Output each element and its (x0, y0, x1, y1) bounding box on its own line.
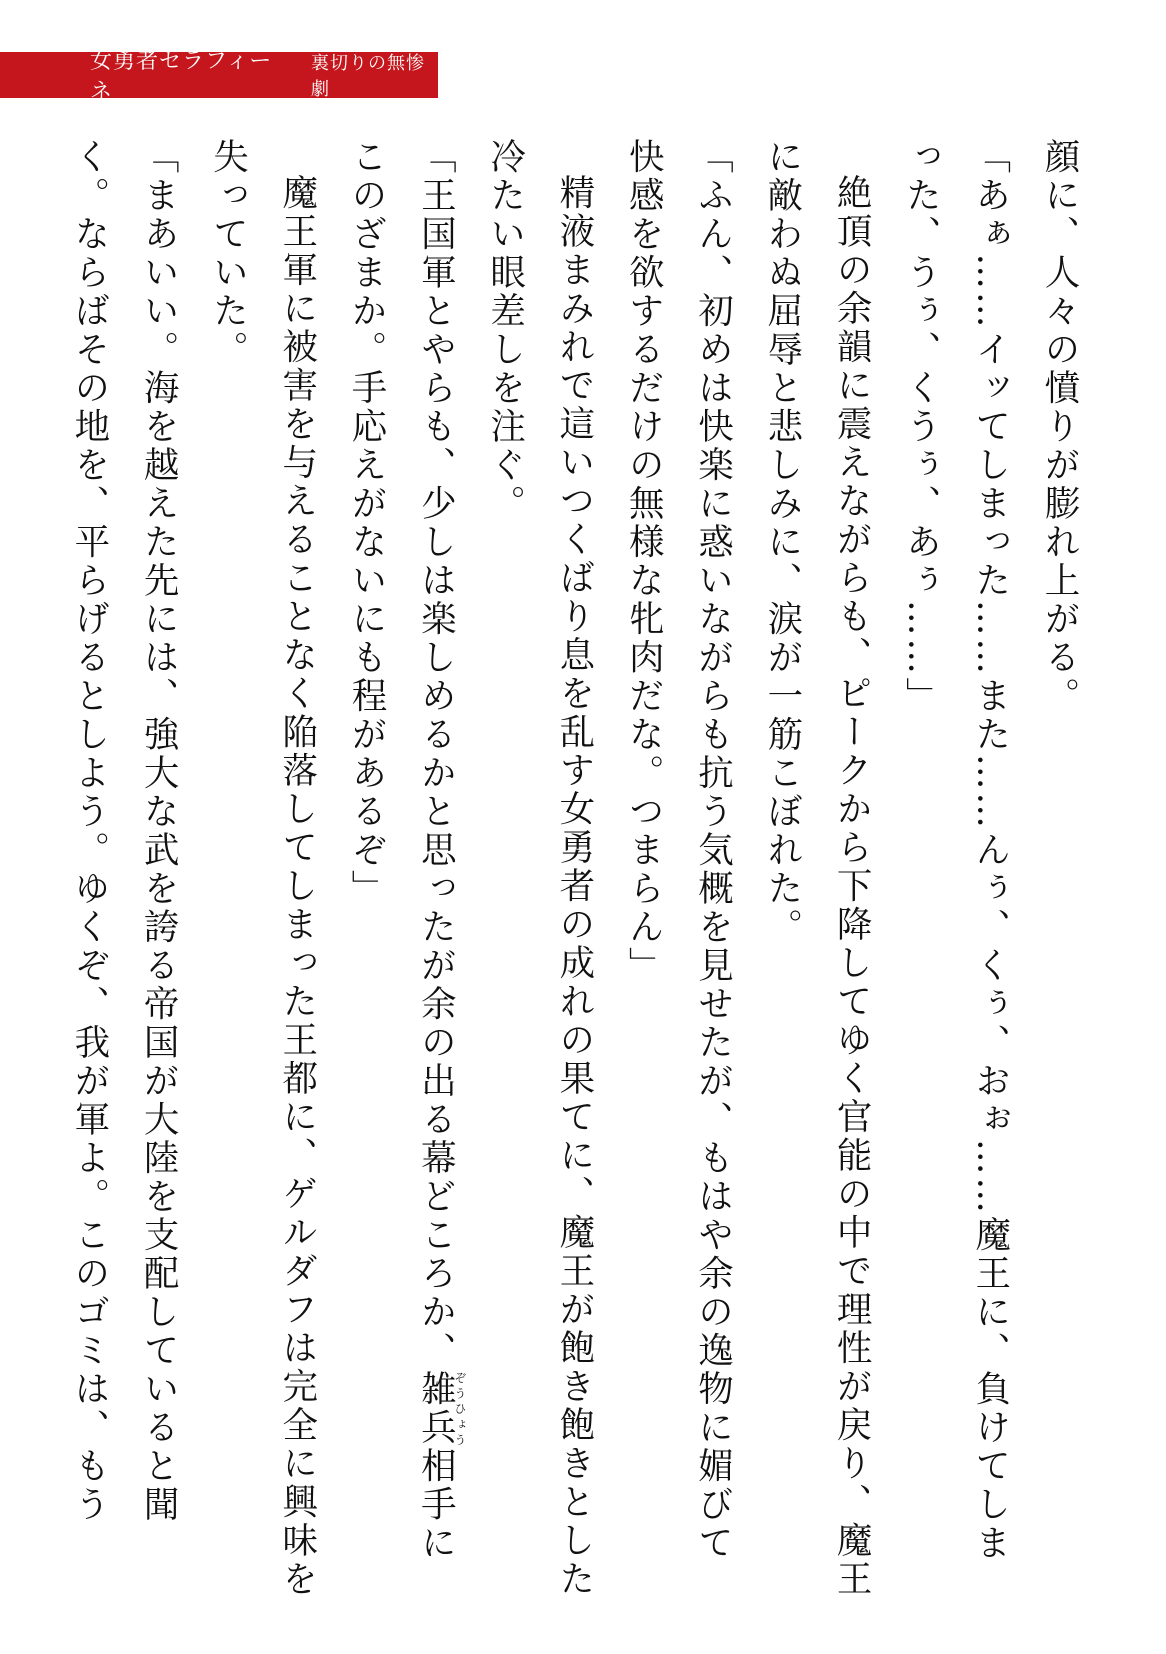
paragraph-5: 精液まみれで這いつくばり息を乱す女勇者の成れの果てに、魔王が飽き飽きとした冷たい眼差しを注ぐ。 (484, 138, 595, 1598)
paragraph-6-end: 相手にこのざまか。手応えがないにも程があるぞ」 (346, 138, 457, 1563)
paragraph-4: 「ふん、初めは快楽に惑いながらも抗う気概を見せたが、もはや余の逸物に媚びて快感を欲するだけの無様な牝肉だな。つまらん」 (623, 138, 734, 1563)
paragraph-7: 魔王軍に被害を与えることなく陥落してしまった王都に、ゲルダフは完全に興味を失っていた。 (207, 138, 318, 1598)
ruby-base: 雑兵 (415, 1370, 457, 1447)
paragraph-1: 顔に、人々の憤りが膨れ上がる。 (1039, 138, 1080, 716)
paragraph-3: 絶頂の余韻に震えながらも、ピークから下降してゆく官能の中で理性が戻り、魔王に敵わぬ屈辱と悲しみに、涙が一筋こぼれた。 (761, 138, 873, 1598)
chapter-title: 裏切りの無惨劇 (310, 53, 425, 100)
paragraph-6-start: 「王国軍とやらも、少しは楽しめるかと思ったが余の出る幕どころか、 (415, 138, 457, 1370)
paragraph-6 (332, 138, 471, 1598)
vertical-body-text (55, 138, 1094, 1598)
paragraph-8: 「まあいい。海を越えた先には、強大な武を誇る帝国が大陸を支配していると聞く。ならばその地を、平らげるとしよう。ゆくぞ、我が軍よ。このゴミは、もう (68, 138, 180, 1524)
book-title: 女勇者セラフィーネ (90, 49, 273, 105)
paragraph-2: 「あぁ……イッてしまった……また……んぅ、くぅ、おぉ……魔王に、負けてしまった、うぅ、くうぅ、あぅ……」 (900, 138, 1011, 1563)
ruby-reading: ぞうひょう (452, 1370, 467, 1447)
running-header (0, 49, 438, 105)
ruby-word (415, 1370, 467, 1447)
